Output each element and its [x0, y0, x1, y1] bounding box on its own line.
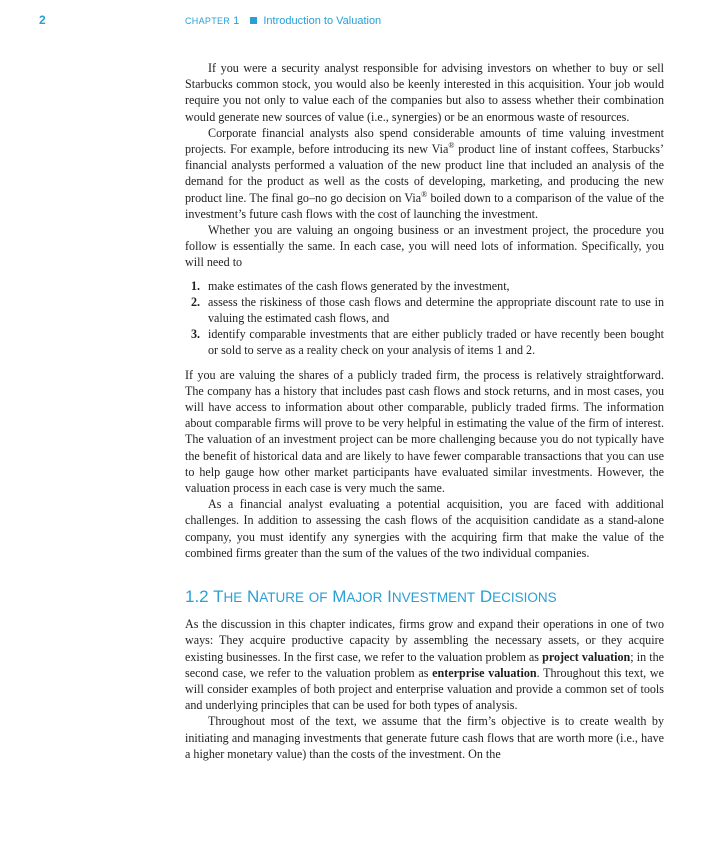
heading-smallcaps: ATURE [259, 590, 304, 606]
list-item [185, 294, 664, 326]
list-text: make estimates of the cash flows generated by the investment, [208, 278, 510, 293]
chapter-number: 1 [233, 15, 240, 27]
paragraph-4: If you are valuing the shares of a publicly traded firm, the process is relatively straightforward. The company has a history that includes past cash flows and stock returns, and in most cases, you will have access to information about other comparable, publicly traded firms. The information about comparable firms will prove to be very helpful in estimating the value of the firm of interest. The valuation of an investment project can be more challenging because you do not typically have the benefit of historical data and are likely to have fewer comparable transactions that you can use to help gauge how other market participants have evaluated similar investments. However, the valuation process in each case is very much the same. [185, 367, 664, 496]
heading-cap: I [387, 587, 392, 607]
heading-smallcaps: AJOR [346, 590, 383, 606]
paragraph-2-part-b: product line of instant coffees, Starbucks’ financial analysts performed a valuation of the new product line that included an analysis of the demand for the product as well as the costs of developing, marketing, and producing the new product line. The final go–no go decision on Via [185, 142, 664, 205]
section-number: 1.2 [185, 587, 209, 607]
list-item [185, 278, 664, 294]
list-text: assess the riskiness of those cash flows and determine the appropriate discount rate to use in valuing the estimated cash flows, and [208, 294, 664, 326]
list-item [185, 326, 664, 358]
paragraph-6-part-b: ; in the second case, we refer to the valuation problem as [185, 649, 664, 680]
heading-smallcaps: NVESTMENT [391, 590, 476, 606]
heading-smallcaps: HE [223, 590, 243, 606]
chapter-label: CHAPTER [185, 16, 231, 26]
paragraph-2 [185, 125, 664, 222]
heading-cap: D [479, 587, 493, 607]
paragraph-2-part-a: Corporate financial analysts also spend considerable amounts of time valuing investment projects. For example, before introducing its new Via [185, 125, 664, 157]
paragraph-1: If you were a security analyst responsible for advising investors on whether to buy or sell Starbucks common stock, you would also be keenly interested in this acquisition. Your job would require you not only to value each of the companies but also to assess whether their combination would generate new sources of value (i.e., synergies) or be an enormous waste of resources. [185, 61, 664, 124]
paragraph-6 [185, 616, 664, 713]
heading-cap: T [213, 587, 224, 607]
heading-smallcaps: OF [308, 590, 328, 606]
chapter-title: Introduction to Valuation [263, 15, 382, 27]
heading-cap: M [332, 587, 347, 607]
paragraph-6-part-c: . Throughout this text, we will consider examples of both project and enterprise valuation and provide a common set of tools and underlying principles that can be used for both types of analysis. [185, 665, 664, 713]
term-enterprise-valuation: enterprise valuation [432, 665, 537, 680]
list-text: identify comparable investments that are either publicly traded or have recently been bought or sold to serve as a reality check on your analysis of items 1 and 2. [208, 327, 664, 358]
page-number: 2 [39, 13, 46, 27]
paragraph-7: Throughout most of the text, we assume that the firm’s objective is to create wealth by initiating and managing investments that generate future cash flows that are worth more (i.e., have a higher monetary value) than the costs of the investment. On the [185, 714, 664, 761]
term-project-valuation: project valuation [542, 649, 631, 664]
registered-mark: ® [448, 140, 455, 150]
list-number: 3. [191, 327, 201, 342]
list-number: 2. [191, 294, 201, 309]
registered-mark: ® [421, 189, 428, 199]
text-column [185, 60, 664, 762]
list-number: 1. [191, 278, 201, 293]
running-header [185, 15, 381, 27]
paragraph-6-part-a: As the discussion in this chapter indicates, firms grow and expand their operations in one of two ways: They acquire productive capacity by assembling the necessary assets, or they acquire existing businesses. In the first case, we refer to the valuation problem as [185, 617, 664, 664]
heading-smallcaps: ECISIONS [492, 590, 557, 606]
paragraph-5: As a financial analyst evaluating a potential acquisition, you are faced with additional challenges. In addition to assessing the cash flows of the acquisition candidate as a stand-alone company, you must identify any synergies with the acquiring firm that make the value of the combined firms greater than the sum of the values of the two individual companies. [185, 497, 664, 560]
heading-cap: N [246, 587, 260, 607]
square-bullet-icon [250, 17, 257, 24]
numbered-list [185, 278, 664, 359]
paragraph-2-part-c: boiled down to a comparison of the value of the investment’s future cash flows with the cost of launching the investment. [185, 190, 664, 221]
paragraph-3: Whether you are valuing an ongoing business or an investment project, the procedure you follow is essentially the same. In each case, you will need lots of information. Specifically, you will need to [185, 223, 664, 270]
section-heading [185, 587, 664, 608]
